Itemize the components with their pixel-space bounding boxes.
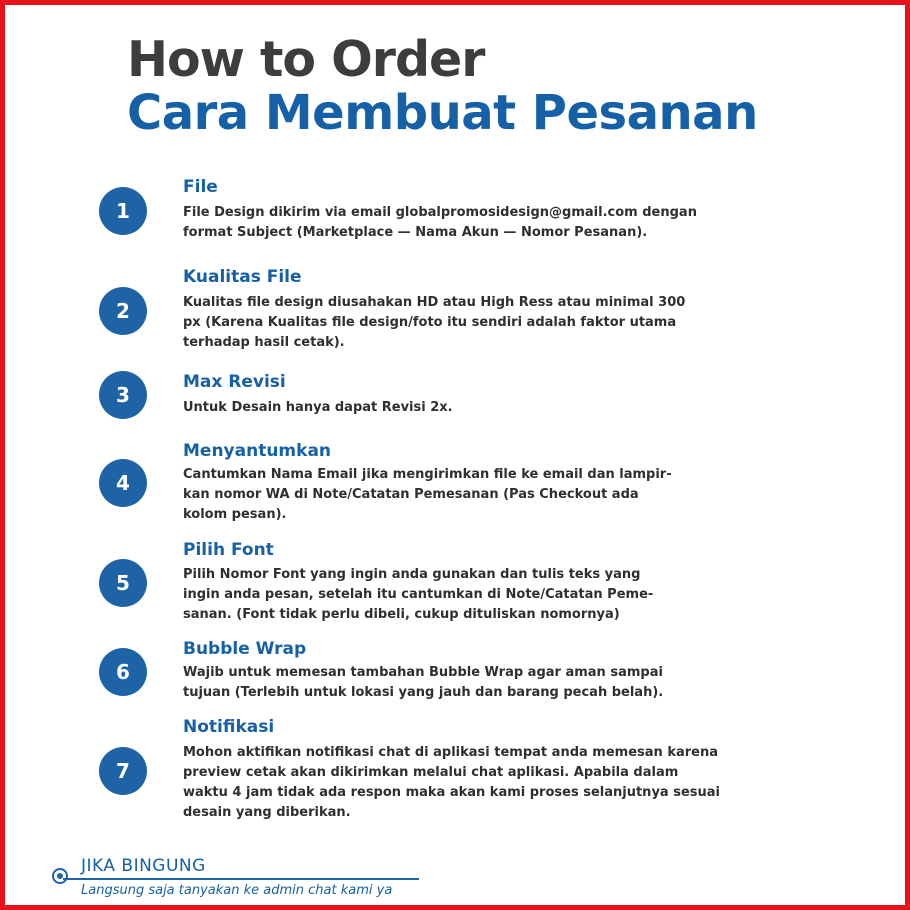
- step-description: [183, 293, 685, 353]
- step-description: [183, 465, 672, 525]
- step-line: ingin anda pesan, setelah itu cantumkan di Note/Catatan Peme-: [183, 587, 654, 602]
- step-description: [183, 743, 720, 823]
- bullet-ring-icon: [52, 868, 68, 884]
- step-line: sanan. (Font tidak perlu dibeli, cukup dituliskan nomornya): [183, 607, 620, 622]
- step-line: preview cetak akan dikirimkan melalui chat aplikasi. Apabila dalam: [183, 765, 679, 780]
- step-line: px (Karena Kualitas file design/foto itu sendiri adalah faktor utama: [183, 315, 677, 330]
- footer-divider: [63, 878, 419, 880]
- step-line: waktu 4 jam tidak ada respon maka akan kami proses selanjutnya sesuai: [183, 785, 720, 800]
- step-line: format Subject (Marketplace — Nama Akun — Nomor Pesanan).: [183, 225, 648, 240]
- step-title: File: [183, 177, 218, 197]
- step-number-badge: 1: [99, 187, 147, 235]
- step-line: File Design dikirim via email globalpromosidesign@gmail.com dengan: [183, 205, 697, 220]
- step-description: [183, 203, 697, 243]
- step-line: Mohon aktifikan notifikasi chat di aplikasi tempat anda memesan karena: [183, 745, 718, 760]
- step-line: desain yang diberikan.: [183, 805, 351, 820]
- step-title: Kualitas File: [183, 267, 302, 287]
- step-title: Max Revisi: [183, 372, 286, 392]
- step-description: [183, 398, 453, 418]
- step-title: Notifikasi: [183, 717, 275, 737]
- step-line: tujuan (Terlebih untuk lokasi yang jauh dan barang pecah belah).: [183, 685, 664, 700]
- footer-title: JIKA BINGUNG: [81, 856, 206, 876]
- step-title: Menyantumkan: [183, 441, 332, 461]
- step-title: Pilih Font: [183, 540, 274, 560]
- title-english: How to Order: [127, 31, 485, 88]
- footer-subtitle: Langsung saja tanyakan ke admin chat kami ya: [81, 883, 393, 898]
- step-description: [183, 565, 653, 625]
- step-line: Cantumkan Nama Email jika mengirimkan file ke email dan lampir-: [183, 467, 672, 482]
- step-line: terhadap hasil cetak).: [183, 335, 345, 350]
- step-line: kolom pesan).: [183, 507, 287, 522]
- step-description: [183, 663, 663, 703]
- step-line: Wajib untuk memesan tambahan Bubble Wrap agar aman sampai: [183, 665, 663, 680]
- step-number-badge: 7: [99, 747, 147, 795]
- title-indonesian: Cara Membuat Pesanan: [127, 85, 758, 141]
- step-line: Kualitas file design diusahakan HD atau High Ress atau minimal 300: [183, 295, 686, 310]
- step-number-badge: 2: [99, 287, 147, 335]
- step-line: Untuk Desain hanya dapat Revisi 2x.: [183, 400, 453, 415]
- step-title: Bubble Wrap: [183, 639, 307, 659]
- step-number-badge: 5: [99, 559, 147, 607]
- step-line: Pilih Nomor Font yang ingin anda gunakan dan tulis teks yang: [183, 567, 641, 582]
- step-number-badge: 4: [99, 459, 147, 507]
- step-number-badge: 6: [99, 648, 147, 696]
- step-line: kan nomor WA di Note/Catatan Pemesanan (Pas Checkout ada: [183, 487, 639, 502]
- page-title: [127, 31, 758, 141]
- step-number-badge: 3: [99, 371, 147, 419]
